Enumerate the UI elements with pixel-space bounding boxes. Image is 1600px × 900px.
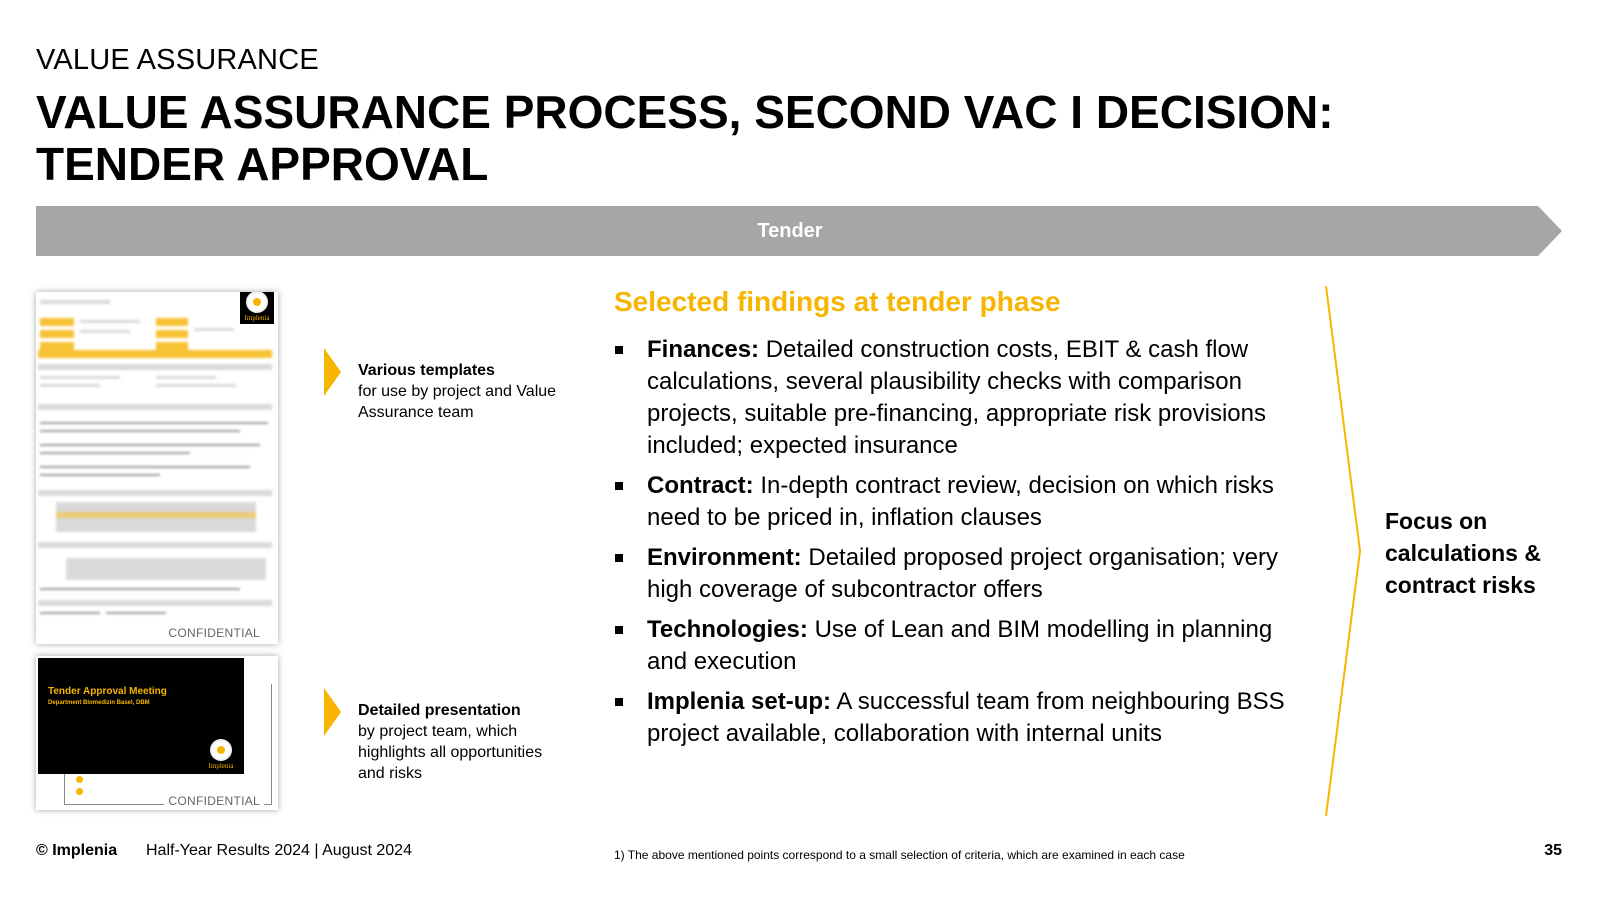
finding-item xyxy=(614,614,1314,678)
finding-label: Contract: xyxy=(647,472,754,499)
finding-item xyxy=(614,542,1314,606)
footer-subtitle: Half-Year Results 2024 | August 2024 xyxy=(146,842,412,859)
finding-text: A successful team from neighbouring BSS project available, collaboration with internal units xyxy=(647,688,1285,747)
agenda-bullet-icon xyxy=(76,776,83,783)
logo-wordmark: Implenia xyxy=(244,314,270,322)
daisy-icon xyxy=(248,293,266,311)
bullet-square-icon xyxy=(615,554,623,562)
side-note-text: by project team, which highlights all opportunities and risks xyxy=(358,723,543,782)
footer-brand: © Implenia xyxy=(36,842,118,859)
side-note-heading: Various templates xyxy=(358,362,495,379)
page-number: 35 xyxy=(1544,842,1562,859)
finding-item xyxy=(614,334,1314,462)
bullet-square-icon xyxy=(615,626,623,634)
finding-text: Use of Lean and BIM modelling in planning and execution xyxy=(647,616,1273,675)
bracket-line xyxy=(1326,286,1360,816)
section-kicker: VALUE ASSURANCE xyxy=(36,44,319,76)
phase-banner xyxy=(36,206,1584,256)
finding-text: Detailed construction costs, EBIT & cash flow calculations, several plausibility checks with comparison projects, suitable pre-financing, appropriate risk provisions included; expected insurance xyxy=(647,336,1266,459)
finding-label: Finances: xyxy=(647,336,760,363)
confidential-badge: CONFIDENTIAL xyxy=(164,794,264,808)
chevron-right-icon xyxy=(324,348,341,396)
presentation-subtitle: Department Biomedizin Basel, DBM xyxy=(48,700,150,706)
finding-text: In-depth contract review, decision on which risks need to be priced in, inflation clauses xyxy=(647,472,1274,531)
side-note-templates xyxy=(358,360,558,423)
focus-statement: Focus on calculations & contract risks xyxy=(1385,508,1541,598)
footnote: 1) The above mentioned points correspond to a small selection of criteria, which are examined in each case xyxy=(614,848,1185,862)
bracket-arrow xyxy=(1316,286,1366,816)
implenia-logo xyxy=(204,738,238,772)
side-note-text: for use by project and Value Assurance team xyxy=(358,383,557,421)
daisy-icon xyxy=(212,741,230,759)
finding-label: Implenia set-up: xyxy=(647,688,832,715)
implenia-logo xyxy=(240,292,274,324)
bullet-square-icon xyxy=(615,698,623,706)
page-title: VALUE ASSURANCE PROCESS, SECOND VAC I DECISION: TENDER APPROVAL xyxy=(36,86,1334,190)
findings-list xyxy=(614,334,1314,758)
confidential-badge: CONFIDENTIAL xyxy=(164,626,264,640)
finding-text: Detailed proposed project organisation; very high coverage of subcontractor offers xyxy=(647,544,1278,603)
finding-label: Technologies: xyxy=(647,616,808,643)
logo-wordmark: Implenia xyxy=(208,762,234,770)
bullet-square-icon xyxy=(615,482,623,490)
presentation-title: Tender Approval Meeting xyxy=(48,686,167,697)
template-document-preview xyxy=(36,292,278,644)
bullet-square-icon xyxy=(615,346,623,354)
finding-item xyxy=(614,686,1314,750)
presentation-title-slide xyxy=(38,658,244,774)
side-note-heading: Detailed presentation xyxy=(358,702,521,719)
finding-label: Environment: xyxy=(647,544,802,571)
chevron-right-icon xyxy=(324,688,341,736)
presentation-thumbnail xyxy=(36,656,278,810)
phase-banner-label: Tender xyxy=(757,220,823,242)
template-document-thumbnail xyxy=(36,292,278,644)
findings-title: Selected findings at tender phase xyxy=(614,286,1061,317)
finding-item xyxy=(614,470,1314,534)
agenda-bullet-icon xyxy=(76,788,83,795)
side-note-presentation xyxy=(358,700,570,784)
